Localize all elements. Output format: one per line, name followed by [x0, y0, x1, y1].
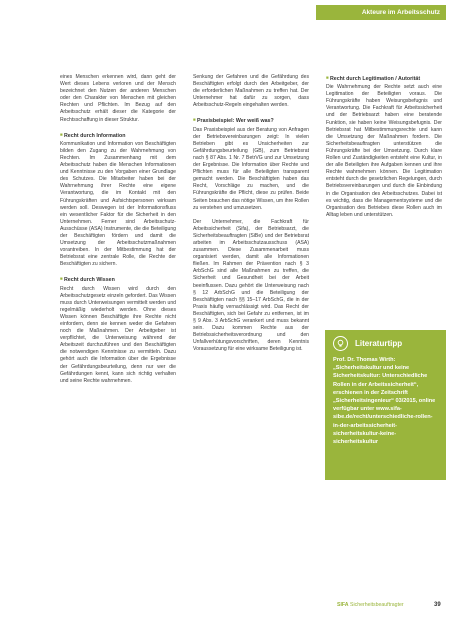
- section-header-tab: Akteure im Arbeitsschutz: [316, 5, 446, 20]
- paragraph: eines Menschen erkennen wird, dann geht der Wert dieses Lebens verloren und der Mensch bezeichnet den Nutzen der anderen Menschen oder den Charakter von Menschen mit gleichen Rechten und Pflichten. Im Bezug auf den Arbeitsschutz erhält dieser die Kategorie der Rechtsschaffung in dieser Struktur.: [60, 74, 176, 123]
- magazine-prefix: SIFA: [337, 602, 349, 608]
- paragraph: Die Wahrnehmung der Rechte setzt auch eine Legitimation der Beteiligten voraus. Die Führungskräfte haben Weisungsbefugnis und Verantwortung. Die Fachkraft für Arbeitssicherheit und der Betriebsarzt haben eine beratende Funktion, sie haben keine Weisungsbefugnis. Der Betriebsrat hat Mitbestimmungsrechte und kann die Umsetzung der Maßnahmen fordern. Die Sicherheitsbeauftragten unterstützen die Führungskräfte bei der Umsetzung. Durch klare Rollen und Zuständigkeiten entsteht eine Kultur, in der alle Beteiligten ihre Aufgaben kennen und ihre Rechte wahrnehmen können. Die Legitimation entsteht durch die gesetzlichen Regelungen, durch Betriebsvereinbarungen und durch die Einbindung in die Organisation des Arbeitsschutzes. Dabei ist es wichtig, dass die Managementsysteme und die Organisation des Betriebes diese Rollen auch im Alltag leben und unterstützen.: [326, 84, 442, 218]
- subheading: ■ Praxisbeispiel: Wer weiß was?: [193, 116, 309, 125]
- magazine-title: Sicherheitsbeauftragter: [349, 602, 404, 608]
- paragraph: Senkung der Gefahren und die Gefährdung des Beschäftigten erfolgt durch den Arbeitgeber, der die erforderlichen Maßnahmen zu treffen hat. Der Unternehmer hat dafür zu sorgen, dass Arbeitsschutz-Regeln eingehalten werden.: [193, 74, 309, 109]
- subheading: ■ Recht durch Information: [60, 131, 176, 140]
- paragraph: Das Praxisbeispiel aus der Beratung von Anfragen der Betriebsvereinbarungen zeigt: In vielen Betrieben gibt es Unsicherheiten zur Gefährdungsbeurteilung (GB), zum Betriebsrat nach § 87 Abs. 1 Nr. 7 BetrVG und zur Umsetzung der Ergebnisse. Die Information über Rechte und Pflichten muss für alle Beteiligten transparent gemacht werden. Die Beschäftigten haben das Recht, Vorschläge zu machen, und die Führungskräfte die Pflicht, diese zu prüfen. Beide Seiten brauchen das nötige Wissen, um ihre Rollen zu verstehen und umzusetzen.: [193, 126, 309, 211]
- lightbulb-icon: [333, 336, 348, 351]
- subheading: ■ Recht durch Legitimation / Autorität: [326, 74, 442, 83]
- paragraph: Der Unternehmer, die Fachkraft für Arbeitssicherheit (Sifa), der Betriebsarzt, die Sicherheitsbeauftragten (SiBe) und der Betriebsrat arbeiten im Arbeitsschutzausschuss (ASA) zusammen. Diese Zusammenarbeit muss organisiert werden, damit alle Informationen fließen. Im Rahmen der Prävention nach § 3 ArbSchG sind alle Maßnahmen zu treffen, die Sicherheit und Gesundheit bei der Arbeit beeinflussen. Dazu gehört die Unterweisung nach § 12 ArbSchG und die Beteiligung der Beschäftigten nach §§ 15–17 ArbSchG, die in der Praxis häufig vernachlässigt wird. Das Recht der Beschäftigten, sich bei Gefahr zu entfernen, ist im § 9 Abs. 3 ArbSchG verankert und muss bekannt sein. Dazu kommen Rechte aus der Betriebssicherheitsverordnung und den Unfallverhütungsvorschriften, deren Kenntnis Voraussetzung für eine wirksame Beteiligung ist.: [193, 218, 309, 353]
- column-3: [326, 74, 442, 330]
- column-2: [193, 74, 309, 586]
- page-footer: [0, 598, 453, 612]
- header-band: [0, 0, 453, 48]
- literature-tip-title: Literaturtipp: [355, 339, 403, 348]
- paragraph: Kommunikation und Information von Beschäftigten bilden den Zugang zu der Wahrnehmung von Rechten. Im Zusammenhang mit dem Arbeitsschutz haben die Menschen Informationen und Kenntnisse zu den Vorgaben einer Grundlage des Schutzes. Die Mitarbeiter haben bei der Wahrnehmung ihrer Rechte eine eigene Verantwortung, die im Kontakt mit den Führungskräften und Aufsichtspersonen wirksam werden soll. Deswegen ist der Informationsfluss ein wesentlicher Faktor für die Sicherheit in den Unternehmen. Ferner sind Arbeitsschutz-Ausschüsse (ASA) Instrumente, die die Beteiligung der Beschäftigten fördern und damit die Umsetzung der Arbeitsschutzmaßnahmen vorantreiben. In der Mitbestimmung hat der Betriebsrat eine zentrale Rolle, die Rechte der Beschäftigten zu sichern.: [60, 140, 176, 268]
- magazine-name: [337, 598, 404, 612]
- literature-tip-box: [325, 330, 446, 480]
- literature-tip-text: Prof. Dr. Thomas Wirth: „Sicherheitskultur und keine Sicherheitskultur: Unterschiedliche Rollen in der Arbeitssicherheit“, erschienen in der Zeitschrift „Sicherheitsingenieur“ 03/2015, online verfügbar unter www.sifa-sibe.de/recht/unterschiedliche-rollen-in-der-arbeitssicherheit-sicherheitskultur-keine-sicherheitskultur: [333, 357, 436, 446]
- subheading: ■ Recht durch Wissen: [60, 275, 176, 284]
- paragraph: Recht durch Wissen wird durch den Arbeitsschutzgesetz einzeln gefordert. Das Wissen muss durch Unterweisungen vermittelt werden und regelmäßig wiederholt werden. Ohne dieses Wissen können Beschäftigte ihre Rechte nicht einfordern, denn sie kennen weder die Gefahren noch die Maßnahmen. Der Arbeitgeber ist verpflichtet, die Unterweisung während der Arbeitszeit durchzuführen und den Beschäftigten die notwendigen Kenntnisse zu vermitteln. Dazu gehört auch die Information über die Ergebnisse der Gefährdungsbeurteilung, denn nur wer die Gefährdungen kennt, kann sich richtig verhalten und seine Rechte wahrnehmen.: [60, 285, 176, 384]
- column-1: [60, 74, 176, 586]
- page-number: 39: [434, 602, 441, 608]
